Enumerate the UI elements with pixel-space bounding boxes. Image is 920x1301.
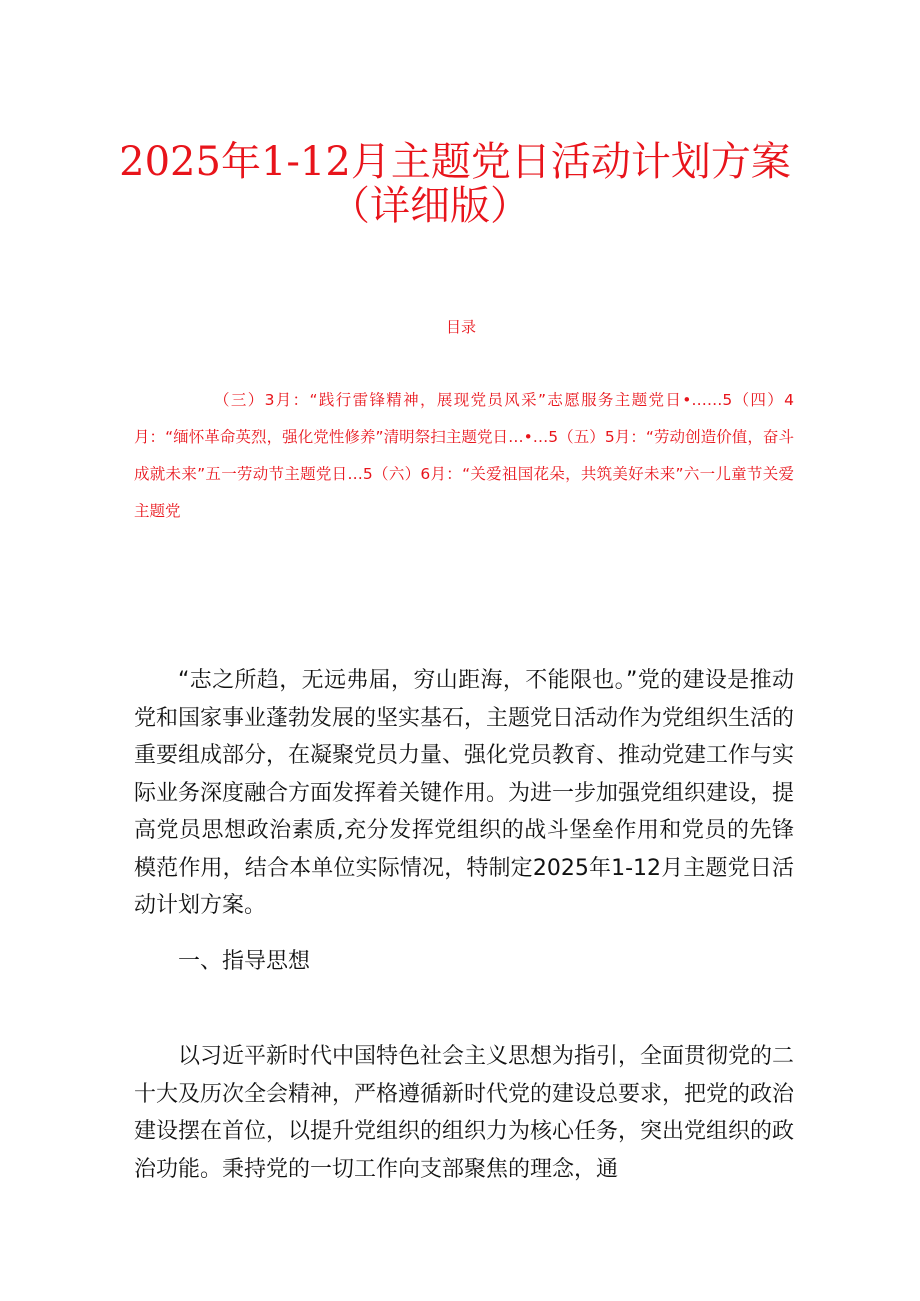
intro-paragraph: “志之所趋，无远弗届，穷山距海，不能限也。”党的建设是推动党和国家事业蓬勃发展的坚实基石，主题党日活动作为党组织生活的重要组成部分，在凝聚党员力量、强化党员教育、推动党建工作与实际业务深度融合方面发挥着关键作用。为进一步加强党组织建设，提高党员思想政治素质,充分发挥党组织的战斗堡垒作用和党员的先锋模范作用，结合本单位实际情况，特制定2025年1-12月主题党日活动计划方案。 <box>134 668 795 918</box>
document-title: 2025年1-12月主题党日活动计划方案 <box>119 139 791 185</box>
section-heading-guiding-ideology: 一、指导思想 <box>178 949 311 974</box>
guiding-ideology-paragraph: 以习近平新时代中国特色社会主义思想为指引，全面贯彻党的二十大及历次全会精神，严格遵循新时代党的建设总要求，把党的政治建设摆在首位，以提升党组织的组织力为核心任务，突出党组织的政治功能。秉持党的一切工作向支部聚焦的理念，通 <box>134 1044 795 1182</box>
toc-heading: 目录 <box>445 318 476 336</box>
toc-entries: （三）3月：“践行雷锋精神，展现党员风采”志愿服务主题党日•……5（四）4月：“缅怀革命英烈，强化党性修养”清明祭扫主题党日…•…5（五）5月：“劳动创造价值，奋斗成就未来”五一劳动节主题党日…5（六）6月：“关爱祖国花朵，共筑美好未来”六一儿童节关爱主题党 <box>134 391 794 520</box>
document-subtitle: （详细版） <box>330 183 530 229</box>
